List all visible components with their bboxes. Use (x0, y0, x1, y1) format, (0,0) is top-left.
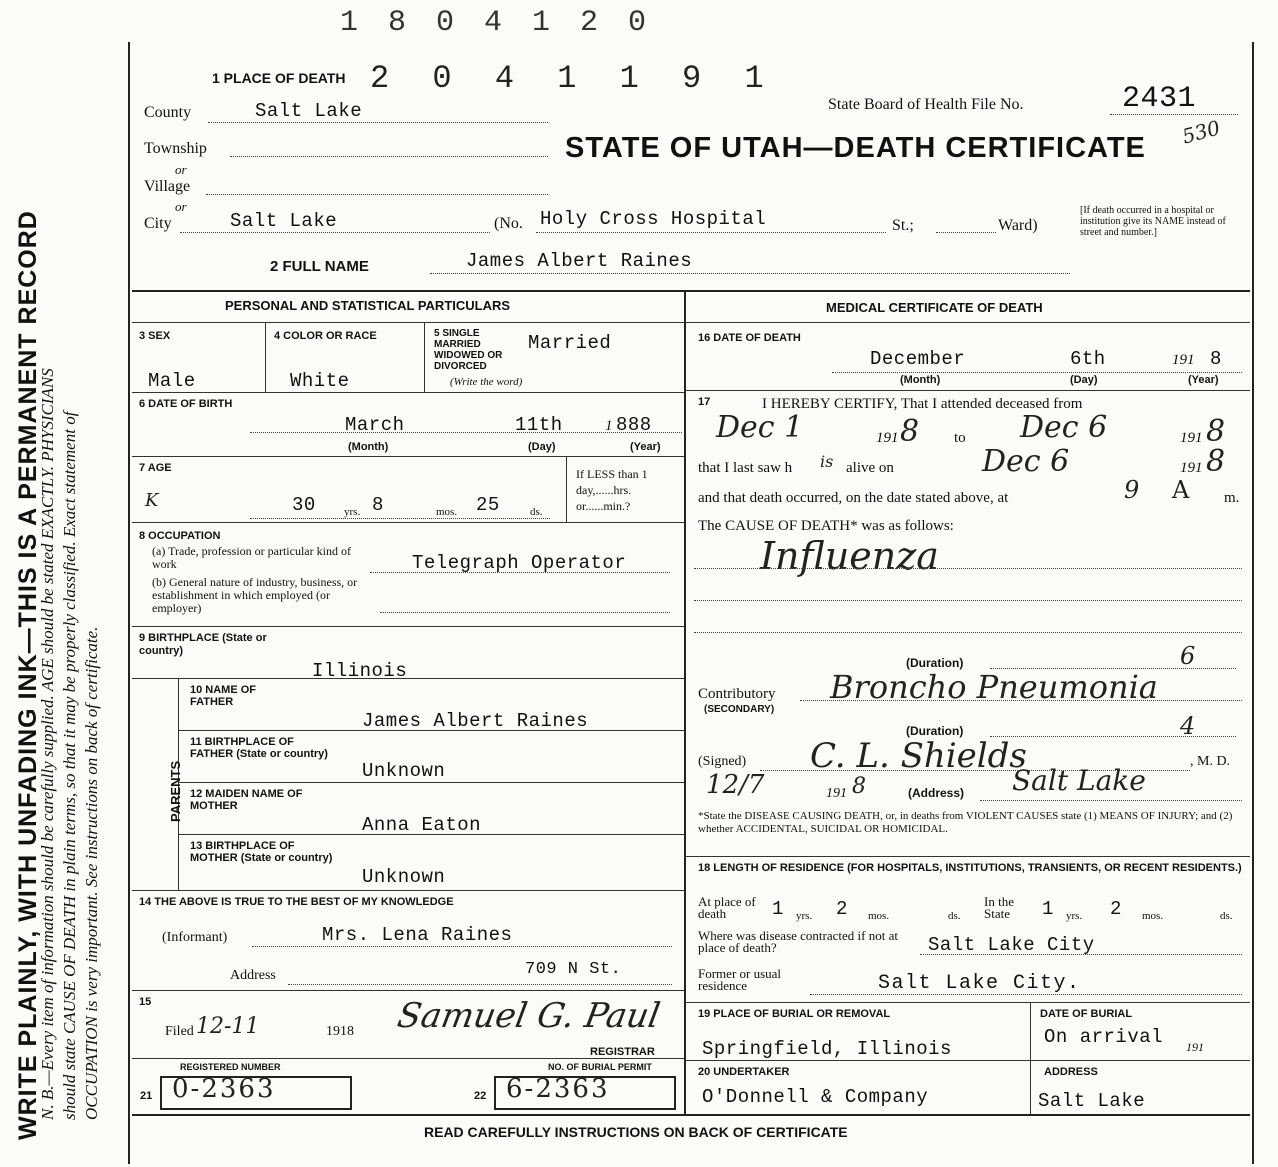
contributory-label: Contributory (698, 686, 776, 702)
in-state-label: In the State (984, 894, 1014, 921)
age-months: 8 (372, 494, 384, 516)
county-value: Salt Lake (255, 100, 363, 122)
burial-year: 191 (1186, 1040, 1204, 1054)
undertaker-address-label: ADDRESS (1044, 1066, 1098, 1078)
physician-signature: C. L. Shields (810, 736, 1027, 776)
attended-from-date: Dec 1 (716, 410, 804, 445)
registered-number-label: REGISTERED NUMBER (180, 1062, 281, 1072)
file-sub-number: 530 (1179, 115, 1223, 149)
contributory-value: Broncho Pneumonia (830, 668, 1158, 706)
institution-value: Holy Cross Hospital (540, 208, 767, 230)
file-no-label: State Board of Health File No. (828, 96, 1024, 113)
at-place-ds-label: ds. (948, 910, 961, 922)
signed-label: (Signed) (698, 754, 747, 769)
dob-label: 6 DATE OF BIRTH (139, 398, 233, 410)
certify-number: 17 (698, 396, 711, 408)
in-state-mos-label: mos. (1142, 910, 1164, 922)
birthplace-label: 9 BIRTHPLACE (State or country) (139, 632, 267, 657)
race-value: White (290, 370, 350, 392)
race-label: 4 COLOR OR RACE (274, 330, 377, 342)
at-place-mos-label: mos. (868, 910, 890, 922)
birthplace-value: Illinois (312, 660, 408, 682)
informant-value: Mrs. Lena Raines (322, 924, 513, 946)
city-value: Salt Lake (230, 210, 338, 232)
side-instruction-1: N. B.—Every item of information should be carefully supplied. AGE should be stated EXACTLY. PHYSICIANS (38, 368, 57, 1120)
burial-date-label: DATE OF BURIAL (1040, 1008, 1133, 1020)
village-label: Village (144, 178, 191, 195)
dod-year-prefix: 191 (1172, 352, 1195, 368)
signed-year-prefix: 191 (826, 786, 847, 801)
m-label: m. (1224, 490, 1240, 506)
dob-month: March (345, 414, 405, 436)
duration-label-1: (Duration) (906, 656, 964, 670)
at-place-label: At place of death (698, 894, 756, 921)
duration-label-2: (Duration) (906, 724, 964, 738)
physician-address-label: (Address) (908, 786, 965, 800)
burial-permit-label: NO. OF BURIAL PERMIT (548, 1062, 652, 1072)
burial-date-value: On arrival (1044, 1026, 1164, 1048)
medical-heading: MEDICAL CERTIFICATE OF DEATH (826, 300, 1043, 315)
undertaker-label: 20 UNDERTAKER (698, 1066, 790, 1078)
side-instruction-3: OCCUPATION is very important. See instructions on back of certificate. (82, 626, 101, 1120)
attended-to-date: Dec 6 (1020, 410, 1108, 445)
less-than-day-label: If LESS than 1 day,......hrs. or......min.? (576, 467, 648, 513)
age-days: 25 (476, 494, 500, 516)
township-label: Township (144, 140, 207, 157)
burial-permit-value: 6-2363 (506, 1074, 610, 1104)
father-name-value: James Albert Raines (362, 710, 589, 732)
last-saw-pronoun: is (820, 452, 834, 471)
dod-day-label: (Day) (1070, 374, 1098, 386)
at-place-yrs-label: yrs. (796, 910, 813, 922)
city-label: City (144, 215, 172, 232)
certificate-title: STATE OF UTAH—DEATH CERTIFICATE (565, 132, 1146, 164)
marital-note: (Write the word) (450, 376, 523, 388)
md-label: , M. D. (1190, 754, 1231, 769)
county-label: County (144, 104, 192, 121)
age-ds-label: ds. (530, 506, 543, 518)
age-years: 30 (292, 494, 316, 516)
side-margin (0, 0, 128, 1167)
father-birthplace-value: Unknown (362, 760, 446, 782)
side-instruction-2: should state CAUSE OF DEATH in plain terms, so that it may be properly classified. Exact statement of (60, 411, 79, 1120)
age-mos-label: mos. (436, 506, 458, 518)
informant-address-label: Address (230, 968, 276, 983)
side-instruction-main: WRITE PLAINLY, WITH UNFADING INK—THIS IS A PERMANENT RECORD (14, 210, 42, 1140)
contracted-value: Salt Lake City (928, 934, 1095, 956)
duration-2-months: 4 (1180, 712, 1196, 740)
signed-year: 8 (852, 774, 866, 799)
occupation-value: Telegraph Operator (412, 552, 627, 574)
full-name-value: James Albert Raines (466, 250, 693, 272)
sex-label: 3 SEX (139, 330, 171, 342)
to-label: to (954, 430, 966, 446)
occupation-b-label: (b) General nature of industry, business, or establishment in which employed (or employer) (152, 575, 358, 615)
signed-date: 12/7 (706, 770, 765, 800)
ward-label: Ward) (998, 217, 1038, 234)
age-mark: K (145, 490, 159, 511)
informant-label: (Informant) (162, 930, 228, 945)
undertaker-value: O'Donnell & Company (702, 1086, 929, 1108)
mother-birthplace-value: Unknown (362, 866, 446, 888)
in-state-yrs-label: yrs. (1066, 910, 1083, 922)
secondary-label: (SECONDARY) (704, 704, 775, 715)
attended-to-year: 8 (1206, 414, 1226, 449)
in-state-months: 2 (1110, 898, 1122, 920)
mother-birthplace-label: 13 BIRTHPLACE OF MOTHER (State or country) (190, 840, 333, 864)
former-residence-label: Former or usual residence (698, 966, 782, 993)
certify-statement: I HEREBY CERTIFY, That I attended deceased from (762, 396, 1083, 412)
in-state-years: 1 (1042, 898, 1054, 920)
dod-label: 16 DATE OF DEATH (698, 332, 801, 344)
filed-year: 1918 (326, 1024, 354, 1039)
street-no-label: (No. (494, 215, 523, 232)
or-label-2: or (175, 199, 187, 214)
dod-month: December (870, 348, 966, 370)
undertaker-address-value: Salt Lake (1038, 1090, 1146, 1112)
registrar-signature: Samuel G. Paul (394, 996, 663, 1036)
dod-month-label: (Month) (900, 374, 941, 386)
death-ampm: A (1172, 476, 1190, 504)
registered-number-value: 0-2363 (172, 1074, 276, 1104)
file-no-value: 2431 (1122, 82, 1197, 116)
registrar-label: REGISTRAR (590, 1046, 655, 1058)
true-statement-label: 14 THE ABOVE IS TRUE TO THE BEST OF MY KNOWLEDGE (139, 896, 454, 908)
father-name-label: 10 NAME OF FATHER (190, 684, 257, 708)
attended-from-year-prefix: 191 (876, 430, 899, 446)
attended-to-year-prefix: 191 (1180, 430, 1203, 446)
dob-year-prefix: 1 (605, 418, 613, 434)
mother-name-label: 12 MAIDEN NAME OF MOTHER (190, 788, 303, 812)
dob-year: 888 (616, 414, 652, 436)
footer-instruction: READ CAREFULLY INSTRUCTIONS ON BACK OF CERTIFICATE (424, 1124, 848, 1140)
filed-label: Filed (165, 1024, 194, 1039)
dob-year-label: (Year) (630, 441, 661, 453)
dob-day: 11th (515, 414, 563, 436)
attended-from-year: 8 (900, 414, 920, 449)
dob-day-label: (Day) (528, 441, 556, 453)
parents-label: PARENTS (168, 760, 183, 822)
death-occurred-label: and that death occurred, on the date stated above, at (698, 490, 1009, 506)
violent-causes-note: *State the DISEASE CAUSING DEATH, or, in deaths from VIOLENT CAUSES state (1) MEANS OF INJURY; and (2) whether ACCIDENTAL, SUICIDAL OR HOMICIDAL. (698, 810, 1233, 835)
cause-of-death-value: Influenza (760, 534, 939, 578)
physician-address-value: Salt Lake (1012, 764, 1146, 797)
age-yrs-label: yrs. (344, 506, 361, 518)
or-label-1: or (175, 162, 187, 177)
burial-permit-index: 22 (474, 1090, 487, 1102)
marital-value: Married (528, 332, 612, 354)
dod-year: 8 (1210, 348, 1222, 370)
contracted-label: Where was disease contracted if not at place of death? (698, 928, 898, 955)
burial-place-value: Springfield, Illinois (702, 1038, 952, 1060)
registered-number-index: 21 (140, 1090, 153, 1102)
dod-day: 6th (1070, 348, 1106, 370)
father-birthplace-label: 11 BIRTHPLACE OF FATHER (State or country) (190, 736, 328, 760)
death-hour: 9 (1124, 476, 1140, 504)
street-label: St.; (892, 217, 914, 234)
informant-address-value: 709 N St. (525, 960, 622, 979)
at-place-years: 1 (772, 898, 784, 920)
at-place-months: 2 (836, 898, 848, 920)
place-of-death-label: 1 PLACE OF DEATH (212, 70, 346, 86)
residence-length-label: 18 LENGTH OF RESIDENCE (FOR HOSPITALS, INSTITUTIONS, TRANSIENTS, OR RECENT RESIDENTS.) (698, 862, 1242, 874)
filed-number: 15 (139, 996, 152, 1008)
dod-year-label: (Year) (1188, 374, 1219, 386)
stamp-top-number: 1 8 0 4 1 2 0 (340, 6, 653, 40)
mother-name-value: Anna Eaton (362, 814, 482, 836)
full-name-label: 2 FULL NAME (270, 258, 369, 275)
occupation-a-label: (a) Trade, profession or particular kind of work (152, 544, 351, 571)
duration-1-months: 6 (1180, 642, 1196, 670)
former-residence-value: Salt Lake City. (878, 972, 1081, 995)
dob-month-label: (Month) (348, 441, 389, 453)
filed-date: 12-11 (196, 1014, 260, 1039)
alive-on-label: alive on (846, 460, 894, 476)
sex-value: Male (148, 370, 196, 392)
marital-label: 5 SINGLE MARRIED WIDOWED OR DIVORCED (434, 328, 503, 372)
cause-of-death-label: The CAUSE OF DEATH* was as follows: (698, 518, 954, 534)
hospital-note: [If death occurred in a hospital or institution give its NAME instead of street and number.] (1080, 205, 1226, 238)
stamp-number: 2 0 4 1 1 9 1 (370, 60, 776, 97)
occupation-label: 8 OCCUPATION (139, 530, 221, 542)
alive-on-date: Dec 6 (982, 444, 1070, 479)
personal-heading: PERSONAL AND STATISTICAL PARTICULARS (225, 298, 511, 313)
alive-on-year-prefix: 191 (1180, 460, 1203, 476)
burial-place-label: 19 PLACE OF BURIAL OR REMOVAL (698, 1008, 891, 1020)
alive-on-year: 8 (1206, 444, 1226, 479)
age-label: 7 AGE (139, 462, 172, 474)
in-state-ds-label: ds. (1220, 910, 1233, 922)
last-saw-label: that I last saw h (698, 460, 793, 476)
